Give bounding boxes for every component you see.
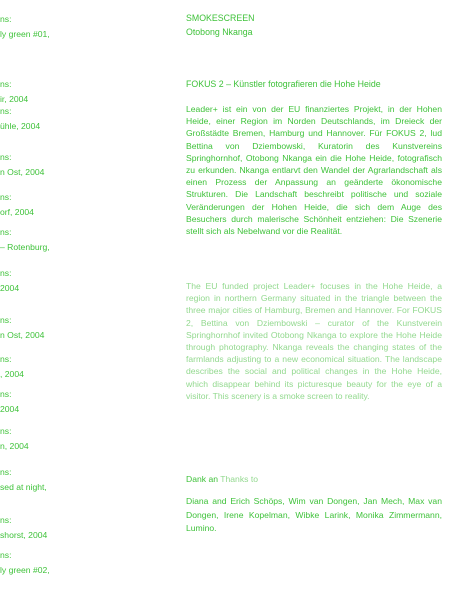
artist-name: Otobong Nkanga — [186, 27, 253, 37]
caption-label: ns: — [0, 227, 12, 237]
caption-label: ns: — [0, 315, 12, 325]
caption-text: ly green #01, — [0, 28, 50, 39]
section-title: FOKUS 2 – Künstler fotografieren die Hohe Heide — [186, 79, 381, 89]
thanks-english: Thanks to — [220, 474, 258, 484]
caption-label: ns: — [0, 14, 12, 24]
caption-text: n, 2004 — [0, 440, 29, 451]
caption-text: ly green #02, — [0, 564, 50, 575]
left-caption-column — [0, 0, 160, 590]
caption-label: ns: — [0, 515, 12, 525]
caption-text: 2004 — [0, 403, 20, 414]
caption-label: ns: — [0, 426, 12, 436]
german-paragraph: Leader+ ist ein von der EU finanziertes Projekt, in der Hohen Heide, einer Region im Norden Deutschlands, im Dreieck der Großstädte Bremen, Hamburg und Hannover. Für FOKUS 2, lud Bettina von Dziembowski, Kuratorin des Kunstvereins Springhornhof, Otobong Nkanga ein die Hohe Heide, fotografisch zu erkunden. Nkanga entlarvt den Wandel der Agrarlandschaft als einen Prozess der Anpassung an geänderte ökonomische Strukturen. Die Landschaft beschreibt politische und soziale Veränderungen der Hohen Heide, die sich dem Auge des Besuchers durch malerische Schönheit entziehen: Die Szenerie stellt sich als Nebelwand vor die Realität. — [186, 104, 442, 237]
caption-entry — [0, 313, 44, 342]
caption-entry — [0, 225, 50, 254]
caption-entry — [0, 513, 47, 542]
caption-label: ns: — [0, 550, 12, 560]
caption-text: sed at night, — [0, 481, 47, 492]
caption-text: ühle, 2004 — [0, 120, 41, 131]
caption-label: ns: — [0, 389, 12, 399]
caption-label: ns: — [0, 467, 12, 477]
caption-entry — [0, 190, 34, 219]
caption-entry — [0, 266, 19, 295]
caption-text: – Rotenburg, — [0, 241, 50, 252]
caption-label: ns: — [0, 268, 12, 278]
caption-entry — [0, 12, 50, 41]
caption-text: orf, 2004 — [0, 206, 34, 217]
caption-entry — [0, 548, 50, 577]
caption-label: ns: — [0, 106, 12, 116]
caption-label: ns: — [0, 192, 12, 202]
caption-text: n Ost, 2004 — [0, 166, 45, 177]
exhibition-title: SMOKESCREEN — [186, 13, 255, 23]
caption-text: , 2004 — [0, 368, 24, 379]
thanks-german: Dank an — [186, 474, 219, 484]
caption-text: shorst, 2004 — [0, 529, 48, 540]
caption-entry — [0, 150, 44, 179]
caption-text: ir, 2004 — [0, 93, 29, 104]
caption-entry — [0, 424, 29, 453]
thanks-heading — [186, 472, 258, 486]
caption-entry — [0, 465, 47, 494]
caption-entry — [0, 77, 28, 106]
caption-label: ns: — [0, 354, 12, 364]
english-paragraph: The EU funded project Leader+ focuses in the Hohe Heide, a region in northern Germany situated in the triangle between the three major cities of Hamburg, Bremen and Hannover. For FOKUS 2, Bettina von Dziembowski – curator of the Kunstverein Springhornhof invited Otobong Nkanga to explore the Hohe Heide through photography. Nkanga reveals the changing states of the farmlands adjusting to a new economical situation. The landscape describes the social and political changes in the Hohe Heide, which disappear behind its picturesque beauty for the eye of a visitor. This scenery is a smoke screen to reality. — [186, 281, 442, 401]
credits-list: Diana and Erich Schöps, Wim van Dongen, Jan Mech, Max van Dongen, Irene Kopelman, Wibke Larink, Monika Zimmermann, Lumino. — [186, 496, 442, 533]
caption-entry — [0, 104, 40, 133]
caption-entry — [0, 387, 19, 416]
caption-text: n Ost, 2004 — [0, 329, 45, 340]
caption-entry — [0, 352, 24, 381]
caption-label: ns: — [0, 79, 12, 89]
caption-text: 2004 — [0, 282, 20, 293]
caption-label: ns: — [0, 152, 12, 162]
